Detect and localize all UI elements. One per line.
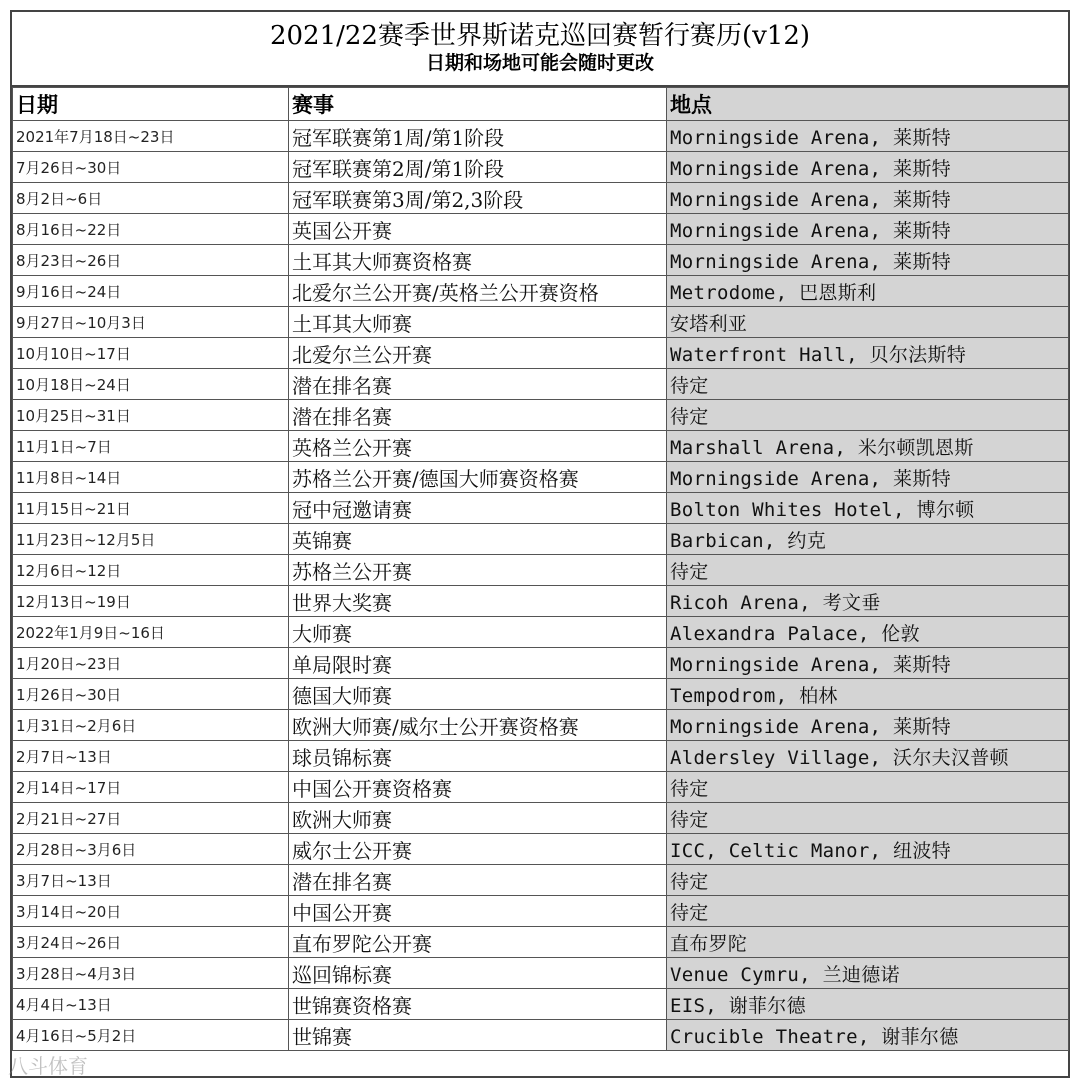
cell-venue: Morningside Arena, 莱斯特 [667,121,1069,152]
cell-event: 冠军联赛第3周/第2,3阶段 [289,183,667,214]
table-row [13,772,1069,803]
table-row [13,803,1069,834]
cell-venue: Crucible Theatre, 谢菲尔德 [667,1020,1069,1051]
schedule-rows [13,121,1069,1051]
cell-date: 2021年7月18日~23日 [13,121,289,152]
cell-event: 巡回锦标赛 [289,958,667,989]
cell-venue: Aldersley Village, 沃尔夫汉普顿 [667,741,1069,772]
cell-event: 德国大师赛 [289,679,667,710]
table-row [13,524,1069,555]
page-title: 2021/22赛季世界斯诺克巡回赛暂行赛历(v12) [269,21,811,51]
cell-venue: 待定 [667,803,1069,834]
table-row [13,1020,1069,1051]
cell-date: 4月16日~5月2日 [13,1020,289,1051]
cell-venue: EIS, 谢菲尔德 [667,989,1069,1020]
cell-date: 3月24日~26日 [13,927,289,958]
cell-date: 12月13日~19日 [13,586,289,617]
table-row [13,927,1069,958]
table-row [13,679,1069,710]
table-row [13,431,1069,462]
cell-venue: Morningside Arena, 莱斯特 [667,183,1069,214]
column-header-event: 赛事 [289,88,667,121]
cell-event: 苏格兰公开赛/德国大师赛资格赛 [289,462,667,493]
table-row [13,152,1069,183]
cell-event: 潜在排名赛 [289,865,667,896]
table-row [13,338,1069,369]
table-row [13,307,1069,338]
cell-venue: 待定 [667,772,1069,803]
cell-date: 9月27日~10月3日 [13,307,289,338]
cell-venue: 待定 [667,896,1069,927]
cell-venue: Morningside Arena, 莱斯特 [667,214,1069,245]
table-row [13,245,1069,276]
cell-event: 英国公开赛 [289,214,667,245]
cell-date: 7月26日~30日 [13,152,289,183]
cell-venue: Tempodrom, 柏林 [667,679,1069,710]
table-row [13,865,1069,896]
cell-event: 冠中冠邀请赛 [289,493,667,524]
cell-event: 英锦赛 [289,524,667,555]
cell-venue: 待定 [667,400,1069,431]
table-row [13,121,1069,152]
cell-event: 欧洲大师赛 [289,803,667,834]
cell-date: 10月10日~17日 [13,338,289,369]
cell-venue: 待定 [667,865,1069,896]
table-row [13,958,1069,989]
cell-date: 2月7日~13日 [13,741,289,772]
schedule-table [12,87,1069,1051]
cell-event: 大师赛 [289,617,667,648]
cell-event: 土耳其大师赛 [289,307,667,338]
cell-event: 威尔士公开赛 [289,834,667,865]
cell-event: 潜在排名赛 [289,369,667,400]
table-row [13,834,1069,865]
cell-date: 8月16日~22日 [13,214,289,245]
cell-event: 北爱尔兰公开赛/英格兰公开赛资格 [289,276,667,307]
table-row [13,741,1069,772]
cell-event: 北爱尔兰公开赛 [289,338,667,369]
cell-venue: Barbican, 约克 [667,524,1069,555]
cell-date: 12月6日~12日 [13,555,289,586]
cell-event: 潜在排名赛 [289,400,667,431]
cell-venue: Morningside Arena, 莱斯特 [667,462,1069,493]
cell-venue: Waterfront Hall, 贝尔法斯特 [667,338,1069,369]
cell-venue: 待定 [667,555,1069,586]
cell-date: 11月15日~21日 [13,493,289,524]
cell-venue: 待定 [667,369,1069,400]
table-row [13,555,1069,586]
cell-venue: Marshall Arena, 米尔顿凯恩斯 [667,431,1069,462]
cell-venue: 直布罗陀 [667,927,1069,958]
table-row [13,896,1069,927]
cell-event: 单局限时赛 [289,648,667,679]
cell-date: 8月2日~6日 [13,183,289,214]
page-subtitle: 日期和场地可能会随时更改 [425,52,654,74]
cell-venue: Alexandra Palace, 伦敦 [667,617,1069,648]
column-header-date: 日期 [13,88,289,121]
schedule-header [12,12,1068,87]
cell-date: 2022年1月9日~16日 [13,617,289,648]
cell-event: 冠军联赛第1周/第1阶段 [289,121,667,152]
cell-event: 世界大奖赛 [289,586,667,617]
table-row [13,462,1069,493]
watermark: 八斗体育 [8,1054,88,1078]
cell-event: 冠军联赛第2周/第1阶段 [289,152,667,183]
cell-date: 2月14日~17日 [13,772,289,803]
cell-date: 9月16日~24日 [13,276,289,307]
cell-date: 3月7日~13日 [13,865,289,896]
cell-date: 2月21日~27日 [13,803,289,834]
cell-venue: Bolton Whites Hotel, 博尔顿 [667,493,1069,524]
cell-event: 土耳其大师赛资格赛 [289,245,667,276]
cell-date: 10月25日~31日 [13,400,289,431]
table-row [13,617,1069,648]
cell-event: 英格兰公开赛 [289,431,667,462]
cell-date: 2月28日~3月6日 [13,834,289,865]
table-row [13,214,1069,245]
cell-event: 中国公开赛资格赛 [289,772,667,803]
cell-date: 1月26日~30日 [13,679,289,710]
cell-venue: Ricoh Arena, 考文垂 [667,586,1069,617]
cell-date: 1月20日~23日 [13,648,289,679]
cell-date: 8月23日~26日 [13,245,289,276]
cell-event: 苏格兰公开赛 [289,555,667,586]
cell-date: 11月8日~14日 [13,462,289,493]
cell-event: 球员锦标赛 [289,741,667,772]
schedule-sheet [10,10,1070,1078]
table-row [13,648,1069,679]
cell-event: 欧洲大师赛/威尔士公开赛资格赛 [289,710,667,741]
table-row [13,989,1069,1020]
table-row [13,276,1069,307]
cell-venue: 安塔利亚 [667,307,1069,338]
table-row [13,710,1069,741]
cell-event: 世锦赛 [289,1020,667,1051]
cell-date: 11月1日~7日 [13,431,289,462]
cell-date: 10月18日~24日 [13,369,289,400]
table-row [13,369,1069,400]
column-header-venue: 地点 [667,88,1069,121]
cell-venue: Venue Cymru, 兰迪德诺 [667,958,1069,989]
cell-venue: Metrodome, 巴恩斯利 [667,276,1069,307]
header-row [13,88,1069,121]
cell-venue: Morningside Arena, 莱斯特 [667,245,1069,276]
table-row [13,493,1069,524]
cell-date: 3月28日~4月3日 [13,958,289,989]
table-row [13,586,1069,617]
cell-venue: ICC, Celtic Manor, 纽波特 [667,834,1069,865]
cell-event: 直布罗陀公开赛 [289,927,667,958]
cell-event: 世锦赛资格赛 [289,989,667,1020]
cell-venue: Morningside Arena, 莱斯特 [667,710,1069,741]
cell-date: 1月31日~2月6日 [13,710,289,741]
cell-venue: Morningside Arena, 莱斯特 [667,152,1069,183]
cell-date: 11月23日~12月5日 [13,524,289,555]
cell-date: 4月4日~13日 [13,989,289,1020]
cell-venue: Morningside Arena, 莱斯特 [667,648,1069,679]
cell-date: 3月14日~20日 [13,896,289,927]
table-row [13,183,1069,214]
table-row [13,400,1069,431]
cell-event: 中国公开赛 [289,896,667,927]
